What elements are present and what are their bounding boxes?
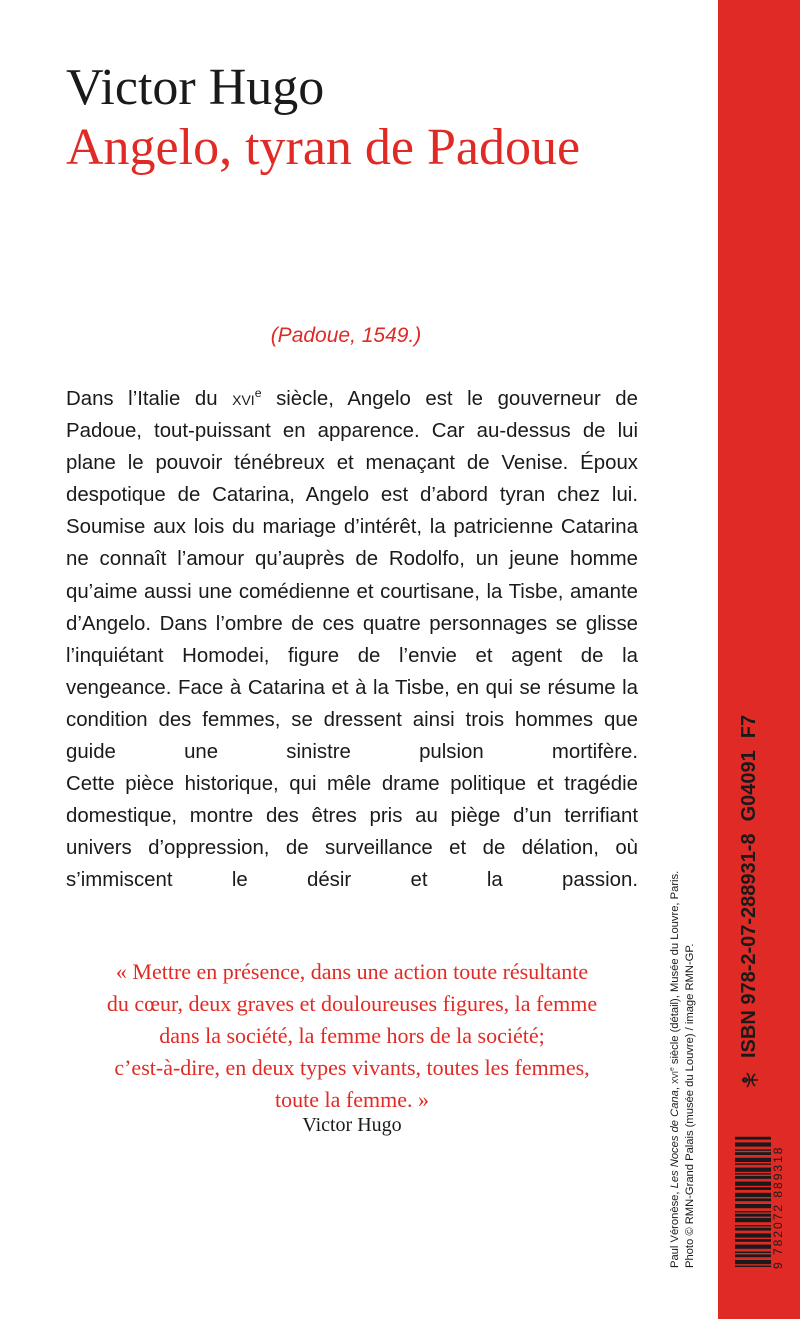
quote-line: toute la femme. » xyxy=(275,1087,429,1112)
credit-line-2: Photo © RMN-Grand Palais (musée du Louvre) / image RMN-GP. xyxy=(684,943,696,1268)
quote-line: du cœur, deux graves et douloureuses figures, la femme xyxy=(106,991,598,1016)
author-name: Victor Hugo xyxy=(66,59,325,116)
quote-line: c’est-à-dire, en deux types vivants, toutes les femmes, xyxy=(114,1055,590,1080)
isbn-line xyxy=(738,715,761,1090)
blurb-paragraph-2: Cette pièce historique, qui mêle drame politique et tragédie domestique, montre des êtres pris au piège d’un terrifiant univers d’oppression, de surveillance et de délation, où s’immiscent le désir et la passion. xyxy=(66,773,638,892)
barcode-bar xyxy=(735,1158,771,1162)
barcode-bar xyxy=(735,1163,771,1164)
barcode-bar xyxy=(735,1137,771,1140)
barcode-bar xyxy=(735,1142,771,1146)
gallimard-flower-icon xyxy=(740,1070,760,1090)
barcode-bar xyxy=(735,1168,771,1172)
barcode-bar xyxy=(735,1245,771,1249)
barcode-bar xyxy=(735,1204,771,1208)
barcode-bar xyxy=(735,1198,771,1201)
quote-attribution: Victor Hugo xyxy=(302,1114,402,1136)
barcode-bar xyxy=(735,1173,771,1174)
image-credits xyxy=(668,871,698,1268)
book-title: Angelo, tyran de Padoue xyxy=(66,119,581,176)
barcode-bar xyxy=(735,1187,771,1190)
barcode-digits: 9 782072 889318 xyxy=(771,1145,785,1269)
barcode-bar xyxy=(735,1182,771,1186)
barcode-bar xyxy=(735,1260,771,1264)
isbn-number: ISBN 978-2-07-288931-8 xyxy=(738,833,760,1058)
barcode-bar xyxy=(735,1239,771,1242)
barcode-bars xyxy=(735,1079,771,1269)
barcode-bar xyxy=(735,1218,771,1222)
barcode-bar xyxy=(735,1214,771,1217)
barcode-bar xyxy=(735,1193,771,1197)
blurb-paragraph-1: Dans l’Italie du xvi$^e$ siècle, Angelo est le gouverneur de Padoue, tout-puissant en apparence. Car au-dessus de lui plane le pouvoir ténébreux et menaçant de Venise. Époux despotique de Catarina, Angelo est d’abord tyran chez lui. Soumise aux lois du mariage d’intérêt, la patricienne Catarina ne connaît l’amour qu’auprès de Rodolfo, un jeune homme qu’aime aussi une comédienne et courtisane, la Tisbe, amante d’Angelo. Dans l’ombre de ces quatre personnages se glisse l’inquiétant Homodei, figure de l’envie et agent de la vengeance. Face à Catarina et à la Tisbe, en qui se résume la condition des femmes, se dressent ainsi trois hommes que guide une sinistre pulsion mortifère. xyxy=(66,386,638,764)
quote-line: « Mettre en présence, dans une action toute résultante xyxy=(115,959,589,984)
setting-caption: (Padoue, 1549.) xyxy=(270,324,422,347)
barcode xyxy=(735,1079,785,1269)
barcode-bar xyxy=(735,1211,771,1212)
quotation xyxy=(66,956,638,1116)
barcode-bar xyxy=(735,1225,771,1226)
barcode-bar xyxy=(735,1233,771,1237)
barcode-bar xyxy=(735,1252,771,1253)
price-code: F7 xyxy=(738,714,760,739)
quote-line: dans la société, la femme hors de la société; xyxy=(159,1023,545,1048)
barcode-bar xyxy=(735,1266,771,1267)
blurb xyxy=(66,383,638,897)
barcode-bar xyxy=(735,1176,771,1179)
credit-line-1: Paul Véronèse, Les Noces de Cana, xvi$^e$ siècle (détail), Musée du Louvre, Paris. xyxy=(668,870,681,1268)
barcode-bar xyxy=(735,1149,771,1150)
catalog-code: G04091 xyxy=(738,750,760,822)
barcode-bar xyxy=(735,1254,771,1257)
barcode-bar xyxy=(735,1228,771,1231)
barcode-bar xyxy=(735,1152,771,1155)
